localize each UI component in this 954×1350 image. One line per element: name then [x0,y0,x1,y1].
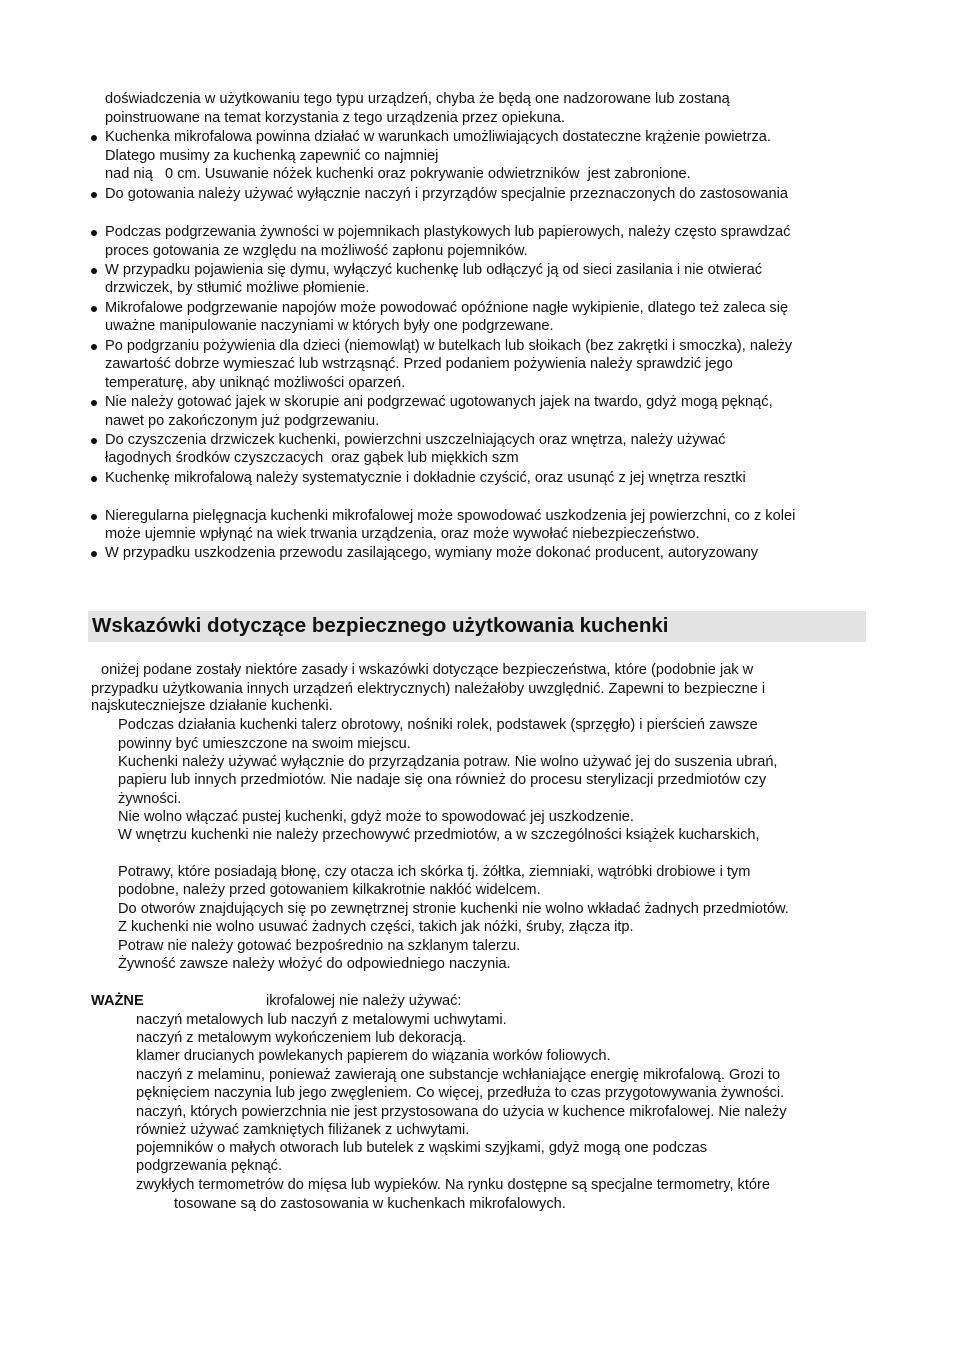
bullet-icon [91,514,97,520]
list-item-line: naczyń z metalowym wykończeniem lub dekoracją. [136,1030,467,1046]
bullet-icon [91,306,97,312]
bullet-icon [91,344,97,350]
list-item-line: Mikrofalowe podgrzewanie napojów może powodować opóźnione nagłe wykipienie, dlatego też zaleca się [105,300,789,316]
rule-line: podobne, należy przed gotowaniem kilkakrotnie nakłóć widelcem. [118,882,541,898]
list-item-line: naczyń metalowych lub naczyń z metalowymi uchwytami. [136,1012,507,1028]
list-item-line: proces gotowania ze względu na możliwość zapłonu pojemników. [105,243,528,259]
list-item-line: poinstruowane na temat korzystania z tego urządzenia przez opiekuna. [105,110,565,126]
list-item-line: Podczas podgrzewania żywności w pojemnikach plastykowych lub papierowych, należy często sprawdzać [105,224,791,240]
rule-line: Nie wolno włączać pustej kuchenki, gdyż może to spowodować jej uszkodzenie. [118,809,634,825]
list-item-line: Do czyszczenia drzwiczek kuchenki, powierzchni uszczelniających oraz wnętrza, należy używać [105,432,726,448]
bullet-icon [91,135,97,141]
list-item-line: Kuchenka mikrofalowa powinna działać w warunkach umożliwiających dostateczne krążenie powietrza. [105,129,771,145]
paragraph-line: przypadku użytkowania innych urządzeń elektrycznych) należałoby uwzględnić. Zapewni to bezpieczne i [91,681,766,697]
rule-line: Potraw nie należy gotować bezpośrednio na szklanym talerzu. [118,938,521,954]
bullet-icon [91,230,97,236]
list-item-line: W przypadku pojawienia się dymu, wyłączyć kuchenkę lub odłączyć ją od sieci zasilania i nie otwierać [105,262,763,278]
list-item-line: Kuchenkę mikrofalową należy systematycznie i dokładnie czyścić, oraz usunąć z jej wnętrza resztki [105,470,746,486]
list-item-line: naczyń z melaminu, ponieważ zawierają one substancje wchłaniające energię mikrofalową. Grozi to [136,1067,781,1083]
list-item-line: tosowane są do zastosowania w kuchenkach mikrofalowych. [174,1196,566,1212]
paragraph-line: najskuteczniejsze działanie kuchenki. [91,698,333,714]
list-item-line: W przypadku uszkodzenia przewodu zasilającego, wymiany może dokonać producent, autoryzowany [105,545,759,561]
list-item-line: zwykłych termometrów do mięsa lub wypieków. Na rynku dostępne są specjalne termometry, które [136,1177,771,1193]
bullet-icon [91,192,97,198]
rule-line: Żywność zawsze należy włożyć do odpowiedniego naczynia. [118,956,511,972]
rule-line: W wnętrzu kuchenki nie należy przechowywć przedmiotów, a w szczególności książek kucharskich, [118,827,760,843]
list-item-line: Nie należy gotować jajek w skorupie ani podgrzewać ugotowanych jajek na twardo, gdyż mogą pęknąć, [105,394,773,410]
list-item-line: Do gotowania należy używać wyłącznie naczyń i przyrządów specjalnie przeznaczonych do zastosowania [105,186,789,202]
list-item-line: pojemników o małych otworach lub butelek z wąskimi szyjkami, gdyż mogą one podczas [136,1140,708,1156]
rule-line: Podczas działania kuchenki talerz obrotowy, nośniki rolek, podstawek (sprzęgło) i pierścień zawsze [118,717,758,733]
bullet-icon [91,400,97,406]
list-item-line: uważne manipulowanie naczyniami w których były one podgrzewane. [105,318,554,334]
list-item-line: Dlatego musimy za kuchenką zapewnić co najmniej [105,148,439,164]
section-heading: Wskazówki dotyczące bezpiecznego użytkowania kuchenki [92,614,669,637]
bullet-icon [91,551,97,557]
list-item-line: łagodnych środków czyszczacych oraz gąbek lub miękkich szm [105,450,519,466]
list-item-line: naczyń, których powierzchnia nie jest przystosowana do użycia w kuchence mikrofalowej. Nie należy [136,1104,787,1120]
list-item-line: podgrzewania pęknąć. [136,1158,283,1174]
important-label: WAŻNE [91,993,144,1009]
paragraph-line: oniżej podane zostały niektóre zasady i wskazówki dotyczące bezpieczeństwa, które (podobnie jak w [101,662,754,678]
important-text: ikrofalowej nie należy używać: [266,993,462,1009]
bullet-icon [91,476,97,482]
list-item-line: doświadczenia w użytkowaniu tego typu urządzeń, chyba że będą one nadzorowane lub zostaną [105,91,730,107]
list-item-line: nawet po zakończonym już podgrzewaniu. [105,413,380,429]
rule-line: Do otworów znajdujących się po zewnętrznej stronie kuchenki nie wolno wkładać żadnych przedmiotów. [118,901,789,917]
rule-line: papieru lub innych przedmiotów. Nie nadaje się ona również do procesu sterylizacji przedmiotów czy [118,772,767,788]
list-item-line: temperaturę, aby uniknąć możliwości oparzeń. [105,375,406,391]
list-item-line: klamer drucianych powlekanych papierem do wiązania worków foliowych. [136,1048,611,1064]
list-item-line: drzwiczek, by stłumić możliwe płomienie. [105,280,370,296]
list-item-line: zawartość dobrze wymieszać lub wstrząsnąć. Przed podaniem pożywienia należy sprawdzić jego [105,356,733,372]
list-item-line: nad nią 0 cm. Usuwanie nóżek kuchenki oraz pokrywanie odwietrzników jest zabronione. [105,166,691,182]
bullet-icon [91,268,97,274]
list-item-line: Po podgrzaniu pożywienia dla dzieci (niemowląt) w butelkach lub słoikach (bez zakrętki i smoczka), należy [105,338,793,354]
rule-line: żywności. [118,791,182,807]
list-item-line: również używać zamkniętych filiżanek z uchwytami. [136,1122,470,1138]
rule-line: powinny być umieszczone na swoim miejscu. [118,736,411,752]
list-item-line: Nieregularna pielęgnacja kuchenki mikrofalowej może spowodować uszkodzenia jej powierzchni, co z kolei [105,508,796,524]
rule-line: Z kuchenki nie wolno usuwać żadnych części, takich jak nóżki, śruby, złącza itp. [118,919,634,935]
list-item-line: pęknięciem naczynia lub jego zwęgleniem. Co więcej, przedłuża to czas przygotowywania żywności. [136,1085,785,1101]
bullet-icon [91,438,97,444]
rule-line: Potrawy, które posiadają błonę, czy otacza ich skórka tj. żółtka, ziemniaki, wątróbki drobiowe i tym [118,864,751,880]
list-item-line: może ujemnie wpłynąć na wiek trwania urządzenia, oraz może wywołać niebezpieczeństwo. [105,526,700,542]
rule-line: Kuchenki należy używać wyłącznie do przyrządzania potraw. Nie wolno używać jej do suszenia ubrań, [118,754,778,770]
